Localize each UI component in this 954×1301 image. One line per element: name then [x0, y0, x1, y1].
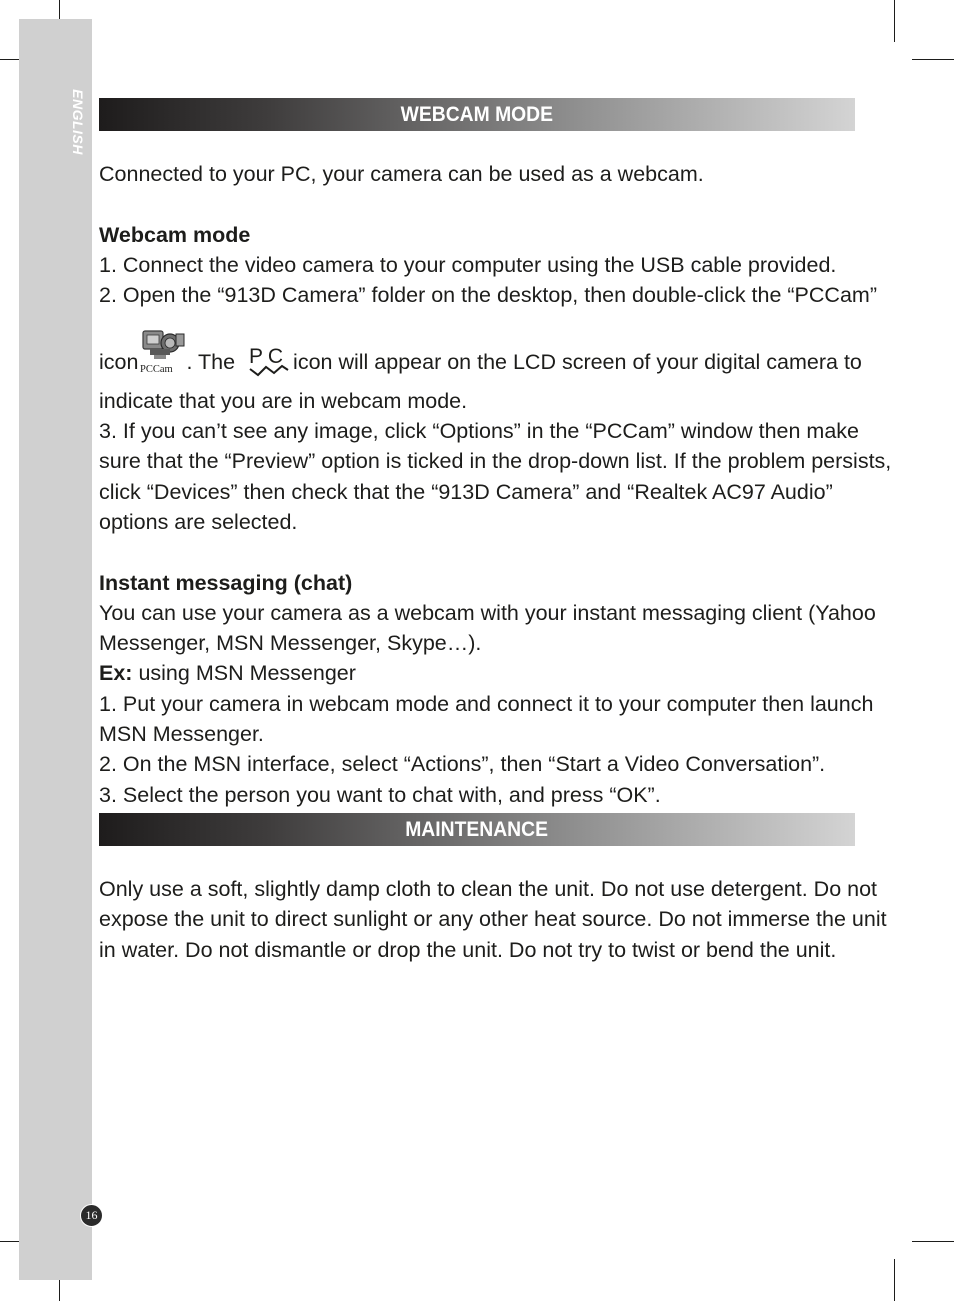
step-line: 2. Open the “913D Camera” folder on the desktop, then double-click the “PCCam” [99, 283, 877, 308]
page-number-badge [80, 1204, 103, 1227]
step-line: 1. Put your camera in webcam mode and connect it to your computer then launch [99, 691, 874, 716]
step-line: MSN Messenger. [99, 722, 264, 747]
language-label: ENGLISH [70, 89, 87, 155]
step-line: click “Devices” then check that the “913D Camera” and “Realtek AC97 Audio” [99, 479, 833, 504]
example-label: Ex: [99, 661, 133, 686]
section-header-webcam-mode [99, 98, 855, 131]
text-run: . The [186, 350, 236, 375]
step-line: options are selected. [99, 509, 298, 534]
paragraph: Connected to your PC, your camera can be used as a webcam. [99, 162, 704, 186]
example-text: using MSN Messenger [132, 661, 356, 686]
step-line: indicate that you are in webcam mode. [99, 388, 468, 413]
step-line: sure that the “Preview” option is ticked in the drop-down list. If the problem persists, [99, 449, 892, 474]
maintenance-section-body [99, 874, 887, 965]
step-line: 2. On the MSN interface, select “Actions”, then “Start a Video Conversation”. [99, 752, 826, 777]
page-number: 16 [85, 1208, 98, 1222]
paragraph-line: in water. Do not dismantle or drop the unit. Do not try to twist or bend the unit. [99, 937, 837, 962]
step-line: 3. Select the person you want to chat with, and press “OK”. [99, 782, 661, 807]
crop-mark [912, 1241, 954, 1242]
pc-icon-letters: PC [249, 345, 284, 369]
pc-connect-icon [241, 345, 293, 385]
step-line: 1. Connect the video camera to your computer using the USB cable provided. [99, 252, 837, 277]
crop-mark [894, 1259, 895, 1301]
pccam-icon [138, 327, 186, 385]
section-title: WEBCAM MODE [400, 102, 554, 126]
subheading-webcam-mode: Webcam mode [99, 222, 251, 247]
webcam-section-body [99, 159, 892, 810]
side-band [19, 19, 92, 1280]
language-tab [66, 84, 90, 160]
pccam-icon-caption: PCCam [140, 364, 174, 376]
crop-mark [894, 0, 895, 42]
paragraph-line: Only use a soft, slightly damp cloth to clean the unit. Do not use detergent. Do not [99, 877, 878, 901]
example-line [99, 658, 859, 688]
step-line: 3. If you can’t see any image, click “Options” in the “PCCam” window then make [99, 419, 859, 444]
crop-mark [912, 59, 954, 60]
text-run: icon [99, 350, 139, 375]
subheading-instant-messaging: Instant messaging (chat) [99, 570, 353, 595]
paragraph-line: expose the unit to direct sunlight or any other heat source. Do not immerse the unit [99, 907, 887, 932]
icon-line [99, 327, 862, 385]
section-header-maintenance [99, 813, 855, 846]
text-run: icon will appear on the LCD screen of your digital camera to [293, 350, 862, 375]
paragraph-line: You can use your camera as a webcam with your instant messaging client (Yahoo [99, 600, 876, 625]
paragraph-line: Messenger, MSN Messenger, Skype…). [99, 631, 482, 656]
section-title: MAINTENANCE [405, 817, 549, 841]
